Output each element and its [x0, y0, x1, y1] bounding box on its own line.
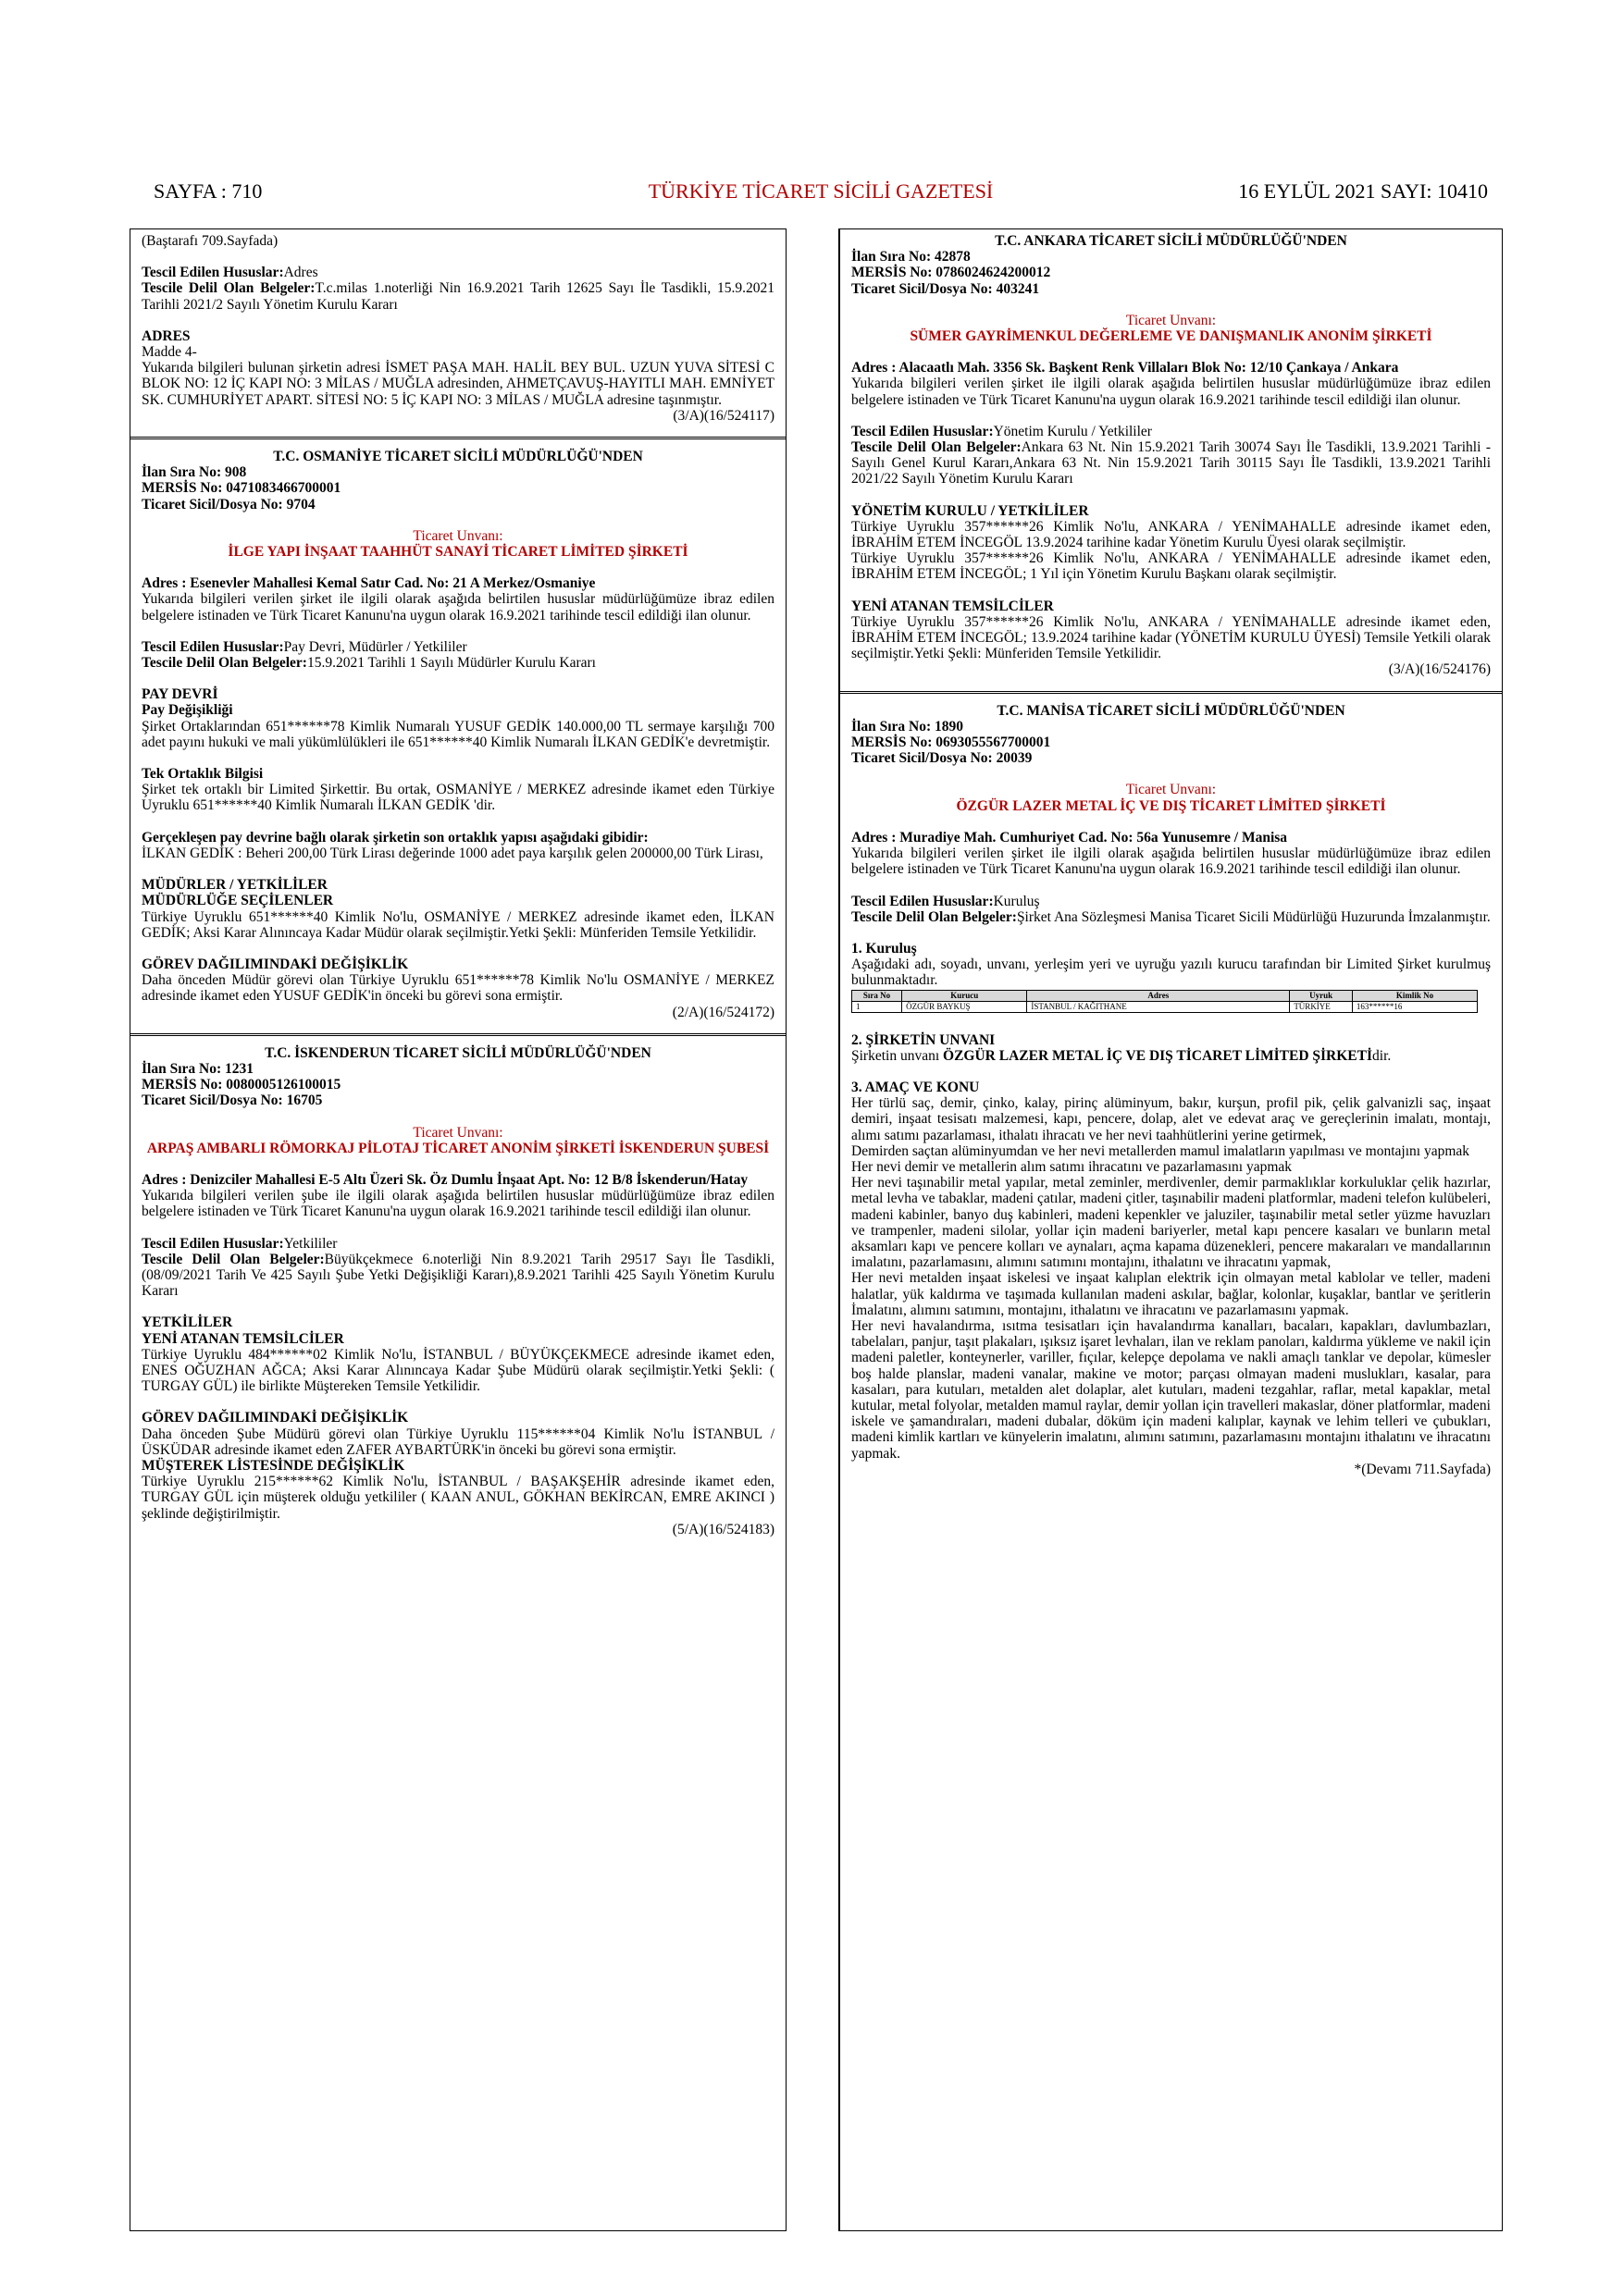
table-header: Kurucu [902, 990, 1027, 1001]
body-text: Şirket Ortaklarından 651******78 Kimlik Numaralı YUSUF GEDİK 140.000,00 TL sermaye karşılığı 700 adet payını hukuki ve mali yükümlülükleri ile 651******40 Kimlik Numaralı İLKAN GEDİK'e devretmiştir. [142, 718, 774, 750]
evidence-documents: Tescile Delil Olan Belgeler:15.9.2021 Tarihli 1 Sayılı Müdürler Kurulu Kararı [142, 655, 596, 672]
company-address: Adres : Esenevler Mahallesi Kemal Satır Cad. No: 21 A Merkez/Osmaniye [142, 575, 596, 592]
gazette-title: TÜRKİYE TİCARET SİCİLİ GAZETESİ [648, 179, 994, 203]
section-heading: YETKİLİLER [142, 1315, 233, 1331]
sub-heading: Pay Değişikliği [142, 702, 233, 719]
founders-table [851, 990, 1478, 1013]
file-no: Ticaret Sicil/Dosya No: 403241 [851, 280, 1040, 297]
company-address: Adres : Muradiye Mah. Cumhuriyet Cad. No: 56a Yunusemre / Manisa [851, 829, 1288, 846]
trade-name: İLGE YAPI İNŞAAT TAAHHÜT SANAYİ TİCARET LİMİTED ŞİRKETİ [228, 544, 688, 561]
section-heading: MÜDÜRLER / YETKİLİLER [142, 877, 328, 894]
file-no: Ticaret Sicil/Dosya No: 20039 [851, 750, 1033, 767]
body-text: Türkiye Uyruklu 651******40 Kimlik No'lu, OSMANİYE / MERKEZ adresinde ikamet eden, İLKAN GEDİK; Aksi Karar Alınıncaya Kadar Müdür olarak seçilmiştir.Yetki Şekli: Münferiden Temsile Yetkilidir. [142, 908, 774, 941]
section-heading: 2. ŞİRKETİN UNVANI [851, 1031, 996, 1048]
office-title: T.C. OSMANİYE TİCARET SİCİLİ MÜDÜRLÜĞÜ'NDEN [273, 449, 643, 465]
section-heading: 1. Kuruluş [851, 940, 917, 957]
evidence-documents: Tescile Delil Olan Belgeler:Büyükçekmece 6.noterliği Nin 8.9.2021 Tarih 29517 Sayı İle Tasdikli, (08/09/2021 Tarih Ve 425 Sayılı Şube Yetki Değişikliği Kararı),8.9.2021 Tarihli 425 Sayılı Yönetim Kurulu Kararı [142, 1251, 774, 1300]
section-heading: PAY DEVRİ [142, 686, 218, 703]
body-text: Demirden saçtan alüminyumdan ve her nevi metallerden mamul imalatların yapılması ve montajını yapmak [851, 1142, 1470, 1159]
table-cell: TÜRKİYE [1290, 1001, 1353, 1012]
mersis-no: MERSİS No: 0693055567700001 [851, 734, 1051, 751]
body-text: Daha önceden Şube Müdürü görevi olan Türkiye Uyruklu 115******04 Kimlik No'lu İSTANBUL / ÜSKÜDAR adresinde ikamet eden ZAFER AYBARTÜRK'in önceki bu görevi sona ermiştir. [142, 1426, 774, 1458]
table-cell: İSTANBUL / KAĞITHANE [1027, 1001, 1290, 1012]
section-heading: ADRES [142, 327, 191, 344]
body-text: Türkiye Uyruklu 484******02 Kimlik No'lu, İSTANBUL / BÜYÜKÇEKMECE adresinde ikamet eden, ENES OĞUZHAN AĞCA; Aksi Karar Alınıncaya Kadar Şube Müdürü olarak seçilmiştir.Yetki Şekli: ( TURGAY GÜL) ile birlikte Müştereken Temsile Yetkilidir. [142, 1346, 774, 1395]
mersis-no: MERSİS No: 0471083466700001 [142, 480, 341, 497]
mersis-no: MERSİS No: 0080005126100015 [142, 1077, 341, 1093]
announcement-milas [130, 229, 786, 424]
section-heading: YENİ ATANAN TEMSİLCİLER [851, 598, 1054, 614]
trade-name: ARPAŞ AMBARLI RÖMORKAJ PİLOTAJ TİCARET ANONİM ŞİRKETİ İSKENDERUN ŞUBESİ [146, 1140, 770, 1156]
body-text: İLKAN GEDİK : Beheri 200,00 Türk Lirası değerinde 1000 adet paya karşılık gelen 200000,00 Türk Lirası, [142, 845, 763, 861]
table-header: Adres [1027, 990, 1290, 1001]
announcement-iskenderun [130, 1036, 786, 1537]
table-header-row [852, 990, 1478, 1001]
section-heading: YÖNETİM KURULU / YETKİLİLER [851, 502, 1089, 519]
table-cell: 163******16 [1352, 1001, 1477, 1012]
registered-matters: Tescil Edilen Hususlar:Yetkililer [142, 1235, 338, 1252]
file-no: Ticaret Sicil/Dosya No: 16705 [142, 1092, 323, 1109]
table-header: Sıra No [852, 990, 902, 1001]
body-text: Türkiye Uyruklu 357******26 Kimlik No'lu, ANKARA / YENİMAHALLE adresinde ikamet eden, İBRAHİM ETEM İNCEGÖL 13.9.2024 tarihine kadar Yönetim Kurulu Üyesi olarak seçilmiştir. [851, 518, 1491, 551]
body-text: Şirket tek ortaklı bir Limited Şirkettir. Bu ortak, OSMANİYE / MERKEZ adresinde ikamet eden Türkiye Uyruklu 651******40 Kimlik Numaralı İLKAN GEDİK 'dir. [142, 782, 774, 814]
body-text: Her nevi demir ve metallerin alım satımı ihracatını ve pazarlamasını yapmak [851, 1158, 1293, 1175]
body-text: Şirketin unvanı ÖZGÜR LAZER METAL İÇ VE DIŞ TİCARET LİMİTED ŞİRKETİdir. [851, 1047, 1392, 1064]
body-text: Aşağıdaki adı, soyadı, unvanı, yerleşim yeri ve uyruğu yazılı kurucu tarafından bir Limited Şirket kurulmuş bulunmaktadır. [851, 957, 1491, 989]
reference-code: (3/A)(16/524176) [1388, 661, 1491, 678]
sub-heading: YENİ ATANAN TEMSİLCİLER [142, 1330, 344, 1347]
office-title: T.C. ANKARA TİCARET SİCİLİ MÜDÜRLÜĞÜ'NDEN [995, 233, 1347, 249]
intro-text: Yukarıda bilgileri verilen şirket ile ilgili olarak aşağıda belirtilen hususlar müdürlüğümüze ibraz edilen belgelere istinaden ve Türk Ticaret Kanunu'na uygun olarak 16.9.2021 tarihinde tescil edildiği ilan olunur. [142, 591, 774, 623]
evidence-documents: Tescile Delil Olan Belgeler:Şirket Ana Sözleşmesi Manisa Ticaret Sicili Müdürlüğü Huzurunda İmzalanmıştır. [851, 908, 1491, 925]
registered-matters: Tescil Edilen Hususlar:Adres [142, 265, 318, 281]
reference-code: (5/A)(16/524183) [672, 1521, 774, 1537]
ilan-no: İlan Sıra No: 42878 [851, 249, 971, 265]
mersis-no: MERSİS No: 0786024624200012 [851, 265, 1051, 281]
trade-name-label: Ticaret Unvanı: [413, 527, 503, 544]
body-text: Türkiye Uyruklu 357******26 Kimlik No'lu, ANKARA / YENİMAHALLE adresinde ikamet eden, İBRAHİM ETEM İNCEGÖL; 1 Yıl için Yönetim Kurulu Başkanı olarak seçilmiştir. [851, 550, 1491, 583]
issue-date: 16 EYLÜL 2021 SAYI: 10410 [1238, 179, 1488, 203]
table-cell: ÖZGÜR BAYKUŞ [902, 1001, 1027, 1012]
body-text: Daha önceden Müdür görevi olan Türkiye Uyruklu 651******78 Kimlik No'lu OSMANİYE / MERKEZ adresinde ikamet eden YUSUF GEDİK'in önceki bu görevi sona ermiştir. [142, 972, 774, 1005]
continued-from: (Baştarafı 709.Sayfada) [142, 233, 279, 249]
intro-text: Yukarıda bilgileri verilen şirket ile ilgili olarak aşağıda belirtilen hususlar müdürlüğümüze ibraz edilen belgelere istinaden ve Türk Ticaret Kanunu'na uygun olarak 16.9.2021 tarihinde tescil edildiği ilan olunur. [851, 846, 1491, 878]
article-number: Madde 4- [142, 344, 197, 361]
reference-code: (3/A)(16/524117) [673, 407, 774, 424]
body-text: Her nevi havalandırma, ısıtma tesisatları için havalandırma kanalları, bacaları, kapakları, davlumbazları, tabelaları, panjur, taşıt plakaları, ışıksız işaret levhaları, ilan ve reklam panoları, kaldırma yükleme ve nakil için madeni paletler, konteynerler, variller, fıçılar, kelepçe depolama ve nakli amaçlı tanklar ve depolar, kümesler boş halde planslar, madeni vanalar, makine ve motor; parçası olmayan madeni muslukları, kasalar, para kasaları, para kutuları, metalden alet dolaplar, alet kutuları, madeni tezgahlar, raflar, metal kapaklar, metal kutular, metal folyolar, metalden mamul raylar, demir yollan için travelleri makaslar, döner platformlar, madeni iskele ve şamandıraları, madeni dubalar, döküm için madeni kalıplar, kaynak ve lehim telleri ve çubukları, madeni kimlik kartları ve künyelerin imalatını, alımını satımını, pazarlamasını montajını ithalatını ve ihracatını yapmak. [851, 1317, 1491, 1462]
file-no: Ticaret Sicil/Dosya No: 9704 [142, 496, 316, 512]
table-cell: 1 [852, 1001, 902, 1012]
registered-matters: Tescil Edilen Hususlar:Pay Devri, Müdürler / Yetkililer [142, 638, 467, 655]
trade-name: SÜMER GAYRİMENKUL DEĞERLEME VE DANIŞMANLIK ANONİM ŞİRKETİ [910, 328, 1432, 345]
body-text: Türkiye Uyruklu 357******26 Kimlik No'lu, ANKARA / YENİMAHALLE adresinde ikamet eden, İBRAHİM ETEM İNCEGÖL; 13.9.2024 tarihine kadar (YÖNETİM KURULU ÜYESİ) Temsile Yetkili olarak seçilmiştir.Yetki Şekli: Münferiden Temsile Yetkilidir. [851, 613, 1491, 662]
evidence-documents: Tescile Delil Olan Belgeler:T.c.milas 1.noterliği Nin 16.9.2021 Tarih 12625 Sayı İle Tasdikli, 15.9.2021 Tarihli 2021/2 Sayılı Yönetim Kurulu Kararı [142, 280, 775, 313]
ilan-no: İlan Sıra No: 1890 [851, 718, 963, 734]
address-text: Yukarıda bilgileri bulunan şirketin adresi İSMET PAŞA MAH. HALİL BEY BUL. UZUN YUVA SİTESİ C BLOK NO: 12 İÇ KAPI NO: 3 MİLAS / MUĞLA adresinden, AHMETÇAVUŞ-HAYITLI MAH. EMNİYET SK. CUMHURİYET APART. SİTESİ NO: 5 İÇ KAPI NO: 3 MİLAS / MUĞLA adresine taşınmıştır. [142, 360, 774, 408]
trade-name-label: Ticaret Unvanı: [1125, 312, 1217, 328]
registered-matters: Tescil Edilen Hususlar:Kuruluş [851, 893, 1040, 909]
trade-name-label: Ticaret Unvanı: [413, 1124, 503, 1141]
office-title: T.C. MANİSA TİCARET SİCİLİ MÜDÜRLÜĞÜ'NDEN [997, 702, 1345, 719]
company-address: Adres : Alacaatlı Mah. 3356 Sk. Başkent Renk Villaları Blok No: 12/10 Çankaya / Ankara [851, 360, 1399, 376]
announcement-osmaniye [130, 439, 786, 1020]
continued-on: *(Devamı 711.Sayfada) [1354, 1461, 1491, 1477]
company-address: Adres : Denizciler Mahallesi E-5 Altı Üzeri Sk. Öz Dumlu İnşaat Apt. No: 12 B/8 İskenderun/Hatay [142, 1171, 749, 1188]
body-text: Her nevi metalden inşaat iskelesi ve inşaat kalıplan elektrik için olmayan metal kablolar ve teller, madeni halatlar, yük kaldırma ve taşımada kullanılan madeni askılar, bağlar, kolonlar, kuşaklar, bantlar ve şeritlerin İmalatını, alımını satımını, montajını, ithalatını ve ihracatını ve pazarlamasını yapmak. [851, 1270, 1491, 1318]
table-header: Kimlik No [1352, 990, 1477, 1001]
announcement-manisa [840, 694, 1502, 1477]
table-header: Uyruk [1290, 990, 1353, 1001]
page-number: SAYFA : 710 [154, 179, 263, 203]
intro-text: Yukarıda bilgileri verilen şube ile ilgili olarak aşağıda belirtilen hususlar müdürlüğümüze ibraz edilen belgelere istinaden ve Türk Ticaret Kanunu'na uygun olarak 16.9.2021 tarihinde tescil edildiği ilan olunur. [142, 1188, 774, 1220]
reference-code: (2/A)(16/524172) [672, 1004, 774, 1020]
body-text: Türkiye Uyruklu 215******62 Kimlik No'lu, İSTANBUL / BAŞAKŞEHİR adresinde ikamet eden, TURGAY GÜL için müşterek olduğu yetkililer ( KAAN ANUL, GÖKHAN BEKİRCAN, EMRE AKINCI ) şeklinde değiştirilmiştir. [142, 1474, 774, 1522]
left-column [130, 228, 787, 2231]
ilan-no: İlan Sıra No: 1231 [142, 1060, 254, 1077]
body-text: Her nevi taşınabilir metal yapılar, metal zeminler, merdivenler, demir parmaklıklar korkuluklar çelik hazırlar, metal levha ve tabaklar, madeni çatılar, madeni çitler, taşınabilir madeni platformlar, madeni telefon kulübeleri, madeni kabinler, banyo duş kabinleri, madeni kepenkler ve jaluziler, taşınabilir metal setler yüzme havuzları ve trampenler, madeni silolar, yollar için madeni bariyerler, metal kapı pencere kasaları ve bunların metal aksamları kapı ve pencere kolları ve aynaları, açma kapama düzenekleri, pencere makaraları ve mandallarının imalatını, pazarlamasını, alımını satımını montajını, ithalatını ve ihracatını yapmak, [851, 1175, 1491, 1271]
trade-name-label: Ticaret Unvanı: [1125, 782, 1217, 798]
body-text: Her türlü saç, demir, çinko, kalay, pirinç alüminyum, bakır, kurşun, profil pik, çelik galvanizli saç, inşaat demiri, inşaat tesisatı malzemesi, kapı, pencere, dolap, alet ve edevat araç ve gereçlerinin imalatı, montajı, alımı satımı pazarlaması, ithalatı ihracatı ve her nevi taahhütlerini yerine getirmek, [851, 1095, 1491, 1143]
table-row [852, 1001, 1478, 1012]
announcement-ankara [840, 229, 1502, 678]
sub-heading: MÜDÜRLÜĞE SEÇİLENLER [142, 893, 334, 909]
section-heading: Tek Ortaklık Bilgisi [142, 766, 264, 783]
ilan-no: İlan Sıra No: 908 [142, 464, 247, 481]
section-heading: Gerçekleşen pay devrine bağlı olarak şirketin son ortaklık yapısı aşağıdaki gibidir: [142, 829, 649, 846]
section-heading: MÜŞTEREK LİSTESİNDE DEĞİŞİKLİK [142, 1457, 405, 1474]
evidence-documents: Tescile Delil Olan Belgeler:Ankara 63 Nt. Nin 15.9.2021 Tarih 30074 Sayı İle Tasdikli, 13.9.2021 Tarihli - Sayılı Genel Kurul Kararı,Ankara 63 Nt. Nin 15.9.2021 Tarih 30115 Sayı İle Tasdikli, 13.9.2021 Tarihli 2021/22 Sayılı Yönetim Kurulu Kararı [851, 439, 1491, 488]
intro-text: Yukarıda bilgileri verilen şirket ile ilgili olarak aşağıda belirtilen hususlar müdürlüğümüze ibraz edilen belgelere istinaden ve Türk Ticaret Kanunu'na uygun olarak 16.9.2021 tarihinde tescil edildiği ilan olunur. [851, 376, 1491, 408]
registered-matters: Tescil Edilen Hususlar:Yönetim Kurulu / Yetkililer [851, 423, 1152, 439]
right-column [838, 228, 1503, 2231]
section-heading: GÖREV DAĞILIMINDAKİ DEĞİŞİKLİK [142, 1410, 409, 1426]
page-header [154, 179, 1488, 207]
trade-name: ÖZGÜR LAZER METAL İÇ VE DIŞ TİCARET LİMİTED ŞİRKETİ [956, 797, 1386, 814]
section-heading: 3. AMAÇ VE KONU [851, 1079, 980, 1095]
section-heading: GÖREV DAĞILIMINDAKİ DEĞİŞİKLİK [142, 956, 409, 972]
office-title: T.C. İSKENDERUN TİCARET SİCİLİ MÜDÜRLÜĞÜ'NDEN [265, 1044, 651, 1061]
